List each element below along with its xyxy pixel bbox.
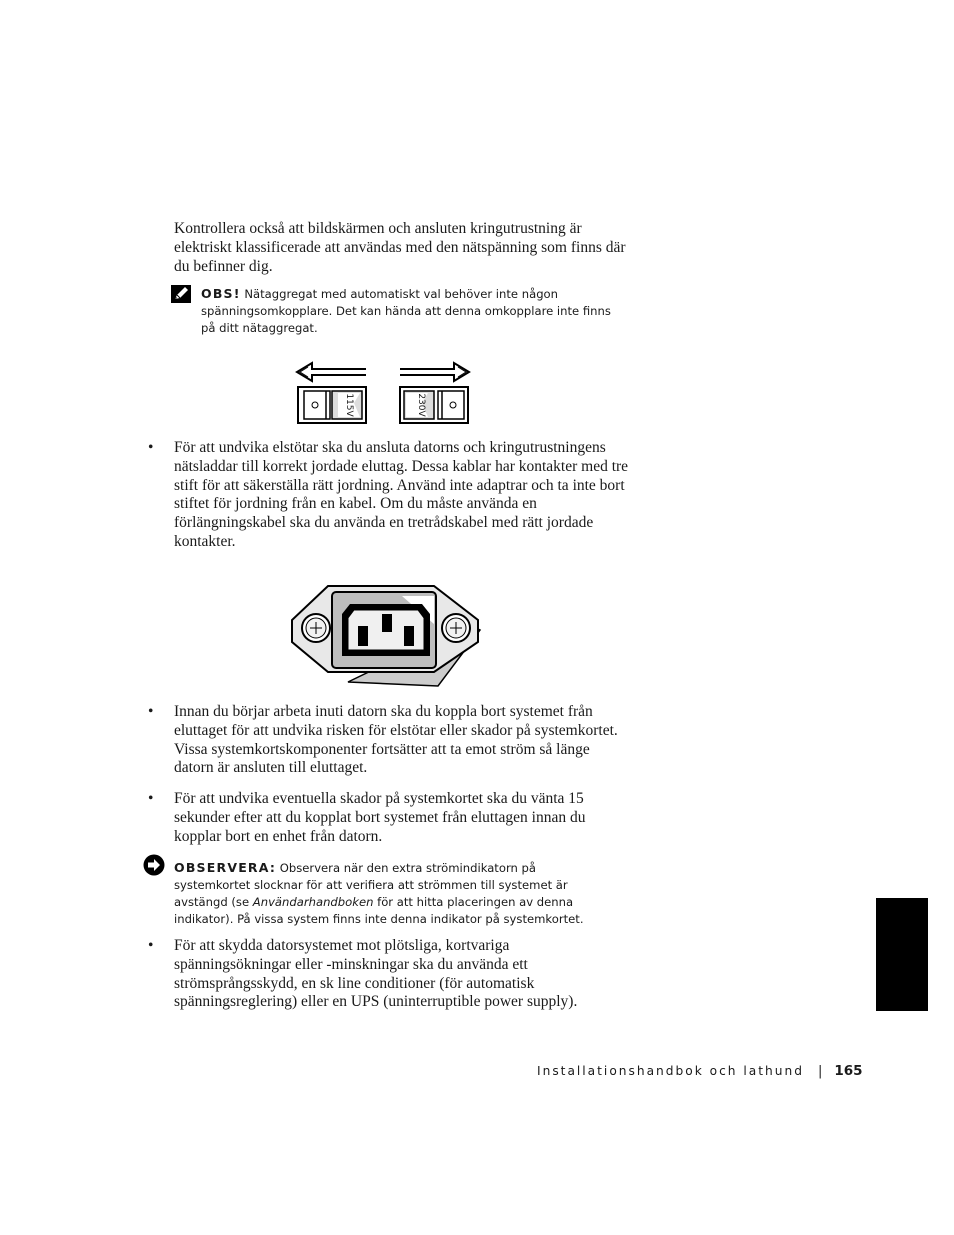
voltage-switch-illustration xyxy=(294,355,474,427)
left-screw-icon xyxy=(302,614,330,642)
notice-label: OBSERVERA: xyxy=(174,860,277,875)
intro-paragraph: Kontrollera också att bildskärmen och ansluten kringutrustning är elektriskt klassificerade att användas med den nätspänning som finns där du befinner dig. xyxy=(174,220,626,275)
section-tab xyxy=(876,898,928,1011)
notice-text-1: Observera när den extra strömindikatorn på systemkortet slocknar för att verifiera att strömmen till systemet är avstängd (se xyxy=(174,861,568,909)
bullet-text-2: Innan du börjar arbeta inuti datorn ska du koppla bort systemet från eluttaget för att undvika risken för elstötar eller skador på systemkortet. Vissa systemkortskomponenter fortsätter att ta emot ström så länge datorn är ansluten till eluttaget. xyxy=(174,703,618,777)
notice-block xyxy=(174,859,614,928)
page-number: 165 xyxy=(834,1063,863,1079)
page-footer xyxy=(537,1062,863,1082)
footer-separator: | xyxy=(817,1064,823,1079)
bullet-symbol: • xyxy=(148,703,154,720)
note-text: Nätaggregat med automatiskt val behöver inte någon spänningsomkopplare. Det kan hända att denna omkopplare inte finns på ditt nätaggregat. xyxy=(201,287,611,335)
switch-115v xyxy=(298,387,366,423)
note-label: OBS! xyxy=(201,286,241,301)
note-block xyxy=(201,285,616,337)
bullet-symbol: • xyxy=(148,937,154,954)
right-screw-icon xyxy=(442,614,470,642)
arrow-circle-notice-icon xyxy=(143,854,165,876)
switch-label-115v: 115V xyxy=(344,393,354,417)
left-arrow-icon xyxy=(297,363,366,381)
right-arrow-icon xyxy=(400,363,469,381)
bullet-text-3: För att undvika eventuella skador på systemkortet ska du vänta 15 sekunder efter att du kopplat bort systemet från eluttagen innan du kopplar bort en enhet från datorn. xyxy=(174,790,586,845)
bullet-symbol: • xyxy=(148,790,154,807)
bullet-text-4: För att skydda datorsystemet mot plötsliga, kortvariga spänningsökningar eller -minskningar ska du använda ett strömsprångsskydd, en sk line conditioner (för automatisk spänningsreglering) eller en UPS (uninterruptible power supply). xyxy=(174,937,578,1011)
notice-text-2: för att hitta placeringen av denna indikator). På vissa system finns inte denna indikator på systemkortet. xyxy=(174,895,584,926)
switch-230v xyxy=(400,387,468,423)
notice-italic-reference: Användarhandboken xyxy=(252,895,374,909)
footer-title: Installationshandbok och lathund xyxy=(537,1064,804,1078)
bullet-text-1: För att undvika elstötar ska du ansluta datorns och kringutrustningens nätsladdar till korrekt jordade eluttag. Dessa kablar har kontakter med tre stift för att säkerställa rätt jordning. Använd inte adaptrar och ta inte bort stiftet för jordning från en kabel. Om du måste använda en förlängningskabel ska du använda en tretrådskabel med rätt jordade kontakter. xyxy=(174,439,629,550)
pencil-note-icon xyxy=(170,284,192,304)
switch-label-230v: 230V xyxy=(416,393,426,417)
bullet-symbol: • xyxy=(148,439,154,456)
power-connector-illustration xyxy=(288,584,484,688)
